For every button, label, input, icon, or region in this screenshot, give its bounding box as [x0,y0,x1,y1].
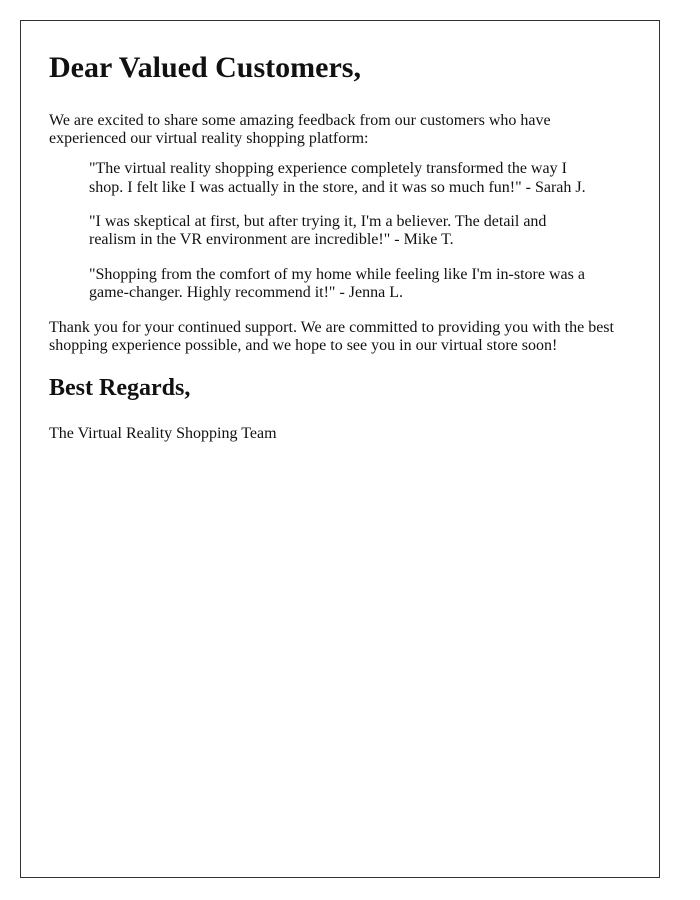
testimonial-quote: "I was skeptical at first, but after trying it, I'm a believer. The detail and realism in the VR environment are incredible!" - Mike T. [89,213,547,249]
intro-paragraph: We are excited to share some amazing feedback from our customers who have experienced our virtual reality shopping platform: [49,111,551,147]
testimonials-list [89,160,631,302]
greeting-heading: Dear Valued Customers, [49,51,361,84]
letter-page [20,20,660,878]
closing-heading: Best Regards, [49,375,191,402]
testimonial-quote: "The virtual reality shopping experience completely transformed the way I shop. I felt like I was actually in the store, and it was so much fun!" - Sarah J. [89,160,586,196]
signature-line: The Virtual Reality Shopping Team [49,425,277,442]
thanks-paragraph: Thank you for your continued support. We are committed to providing you with the best shopping experience possible, and we hope to see you in our virtual store soon! [49,318,614,355]
testimonial-quote: "Shopping from the comfort of my home while feeling like I'm in-store was a game-changer. Highly recommend it!" - Jenna L. [89,265,585,302]
